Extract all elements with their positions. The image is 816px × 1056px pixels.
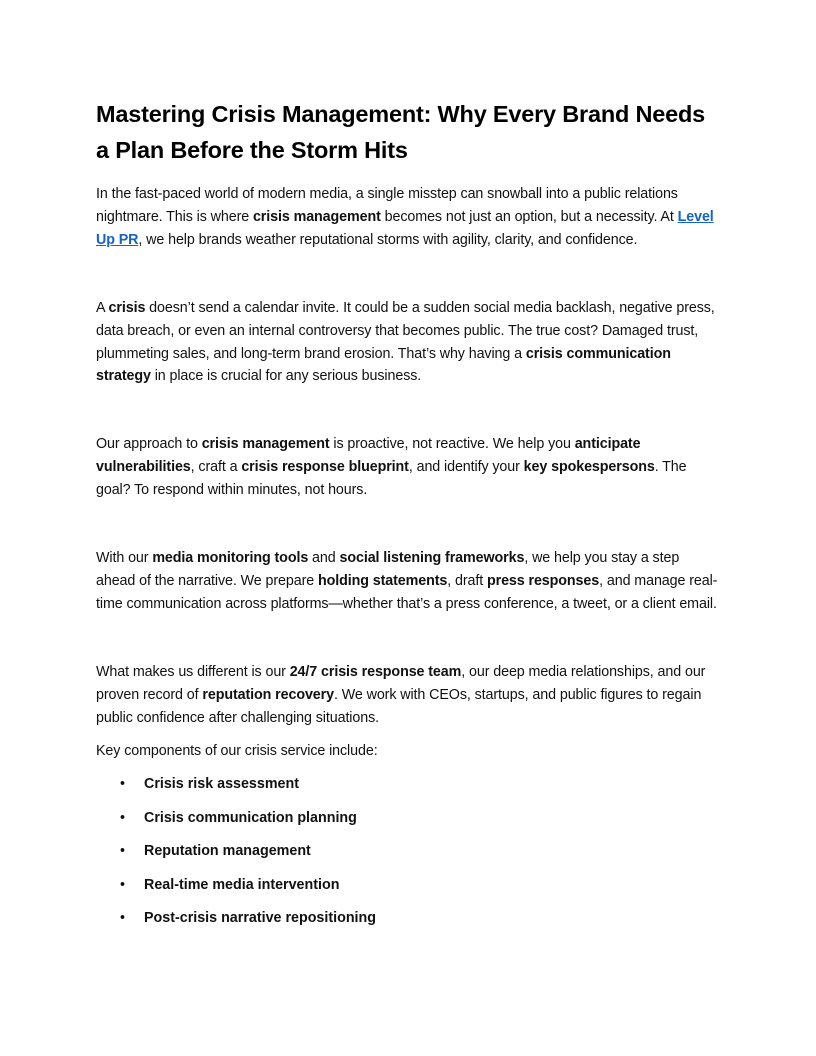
- level-up-pr-link[interactable]: Level Up PR: [96, 208, 714, 248]
- page-title: Mastering Crisis Management: Why Every Brand Needs a Plan Before the Storm Hits: [96, 101, 706, 163]
- services-list: [96, 773, 720, 930]
- paragraph-crisis: A crisis doesn’t send a calendar invite. It could be a sudden social media backlash, negative press, data breach, or even an internal controversy that becomes public. The true cost? Damaged trust, plummeting sales, and long-term brand erosion. That’s why having a crisis communication strategy in place is crucial for any serious business.: [96, 299, 715, 385]
- bullet-icon: •: [120, 843, 126, 860]
- list-intro: Key components of our crisis service include:: [96, 742, 378, 759]
- list-item: • Real-time media intervention: [96, 874, 720, 897]
- paragraph-intro: In the fast-paced world of modern media, a single misstep can snowball into a public relations nightmare. This is where crisis management becomes not just an option, but a necessity. At Level Up PR, we help brands weather reputational storms with agility, clarity, and confidence.: [96, 186, 714, 248]
- bullet-icon: •: [120, 809, 126, 826]
- list-item: • Reputation management: [96, 840, 720, 863]
- bullet-icon: •: [120, 910, 126, 927]
- bullet-icon: •: [120, 776, 126, 793]
- paragraph-approach: Our approach to crisis management is proactive, not reactive. We help you anticipate vulnerabilities, craft a crisis response blueprint, and identify your key spokespersons. The goal? To respond within minutes, not hours.: [96, 436, 687, 499]
- bullet-icon: •: [120, 876, 126, 893]
- paragraph-different: What makes us different is our 24/7 crisis response team, our deep media relationships, and our proven record of reputation recovery. We work with CEOs, startups, and public figures to regain public confidence after challenging situations.: [96, 663, 706, 726]
- list-item: • Crisis communication planning: [96, 807, 720, 830]
- list-item: • Crisis risk assessment: [96, 773, 720, 796]
- paragraph-monitoring: With our media monitoring tools and social listening frameworks, we help you stay a step ahead of the narrative. We prepare holding statements, draft press responses, and manage real-time communication across platforms—whether that’s a press conference, a tweet, or a client email.: [96, 550, 718, 612]
- list-item: • Post-crisis narrative repositioning: [96, 907, 720, 930]
